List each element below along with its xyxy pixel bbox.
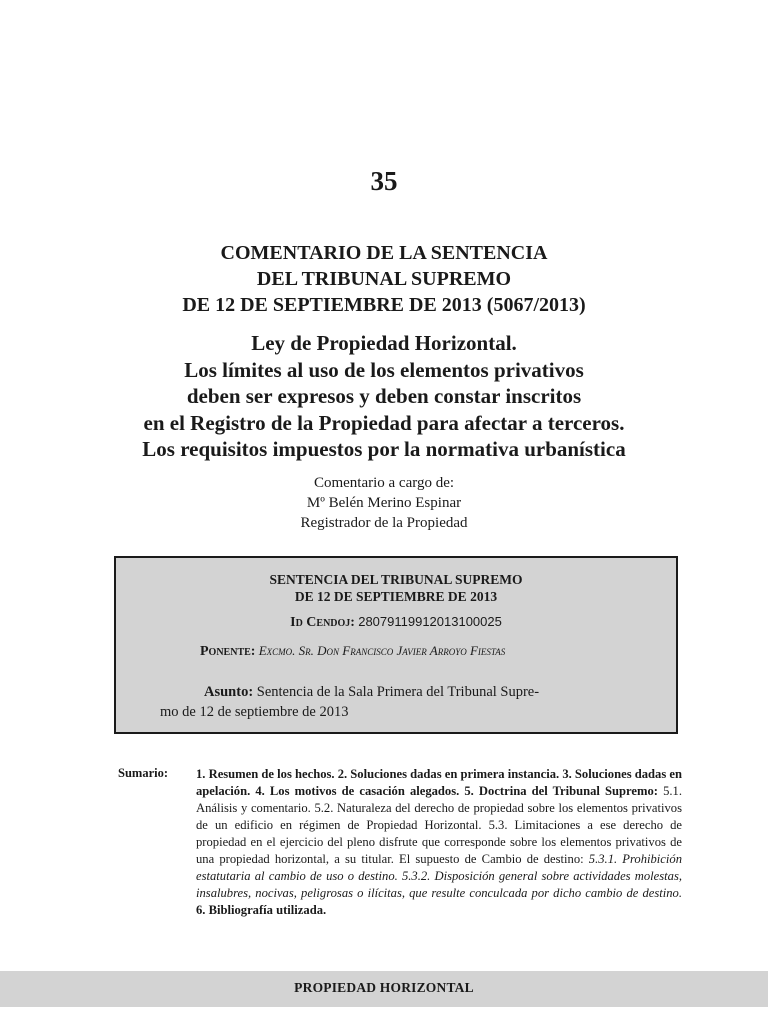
sumario-text [196, 766, 682, 919]
ponente-row [200, 643, 670, 660]
title-line: DE 12 DE SEPTIEMBRE DE 2013 (5067/2013) [182, 294, 586, 316]
sumario-bold-end: 6. Bibliografía utilizada. [196, 903, 327, 917]
sumario-label: Sumario: [118, 766, 168, 780]
sumario-italic-part: 5.3.1. Prohibición estatutaria al cambio de uso o destino. 5.3.2. Disposición general sobre actividades molestas, insalubres, nocivas, peligrosas o ilícitas, que resulte conculcada por dicho cambio de destino. [196, 852, 682, 900]
subtitle-line: Los límites al uso de los elementos privativos [184, 357, 584, 382]
cendoj-value: 28079119912013100025 [358, 614, 502, 629]
box-title [116, 571, 676, 605]
box-title-line: DE 12 DE SEPTIEMBRE DE 2013 [294, 589, 498, 604]
asunto-label: Asunto: [204, 684, 254, 700]
box-title-line: SENTENCIA DEL TRIBUNAL SUPREMO [269, 572, 523, 587]
asunto-text: Sentencia de la Sala Primera del Tribunal Supre- [256, 684, 540, 700]
chapter-number: 35 [370, 166, 398, 196]
subtitle-line: en el Registro de la Propiedad para afectar a terceros. [143, 410, 625, 435]
cendoj-row [116, 614, 676, 631]
footer-text: PROPIEDAD HORIZONTAL [294, 980, 474, 995]
cendoj-label: Id Cendoj: [290, 615, 355, 630]
asunto-block [160, 682, 660, 722]
footer-bar [0, 971, 768, 1007]
sumario-bold-part: 1. Resumen de los hechos. 2. Soluciones dadas en primera instancia. 3. Soluciones dadas en apelación. 4. Los motivos de casación alegados. 5. Doctrina del Tribunal Supremo: [196, 767, 682, 798]
judgment-info-box [114, 556, 678, 734]
title-line: DEL TRIBUNAL SUPREMO [256, 268, 512, 290]
author-block [0, 473, 768, 533]
subtitle-line: Los requisitos impuestos por la normativa urbanística [142, 437, 626, 461]
asunto-line [160, 682, 660, 702]
asunto-text-continued: mo de 12 de septiembre de 2013 [160, 704, 349, 720]
title-line: COMENTARIO DE LA SENTENCIA [220, 242, 548, 264]
sumario-regular-part: 5.1. Análisis y comentario. 5.2. Naturaleza del derecho de propiedad sobre los elementos privativos de un edificio en régimen de Propiedad Horizontal. 5.3. Limitaciones a ese derecho de propiedad en el ejercicio del pleno disfrute que corresponde sobre los elementos privativos de una propiedad horizontal, a su titular. El supuesto de Cambio de destino: [196, 784, 682, 866]
document-subtitle [0, 330, 768, 463]
ponente-value: Excmo. Sr. Don Francisco Javier Arroyo Fiestas [258, 643, 506, 658]
subtitle-line: Ley de Propiedad Horizontal. [251, 331, 517, 355]
author-role: Registrador de la Propiedad [300, 515, 468, 531]
ponente-label: Ponente: [200, 644, 256, 659]
author-intro: Comentario a cargo de: [313, 475, 455, 491]
subtitle-line: deben ser expresos y deben constar inscritos [186, 384, 582, 408]
document-title [0, 240, 768, 318]
author-name: Mº Belén Merino Espinar [306, 495, 462, 511]
